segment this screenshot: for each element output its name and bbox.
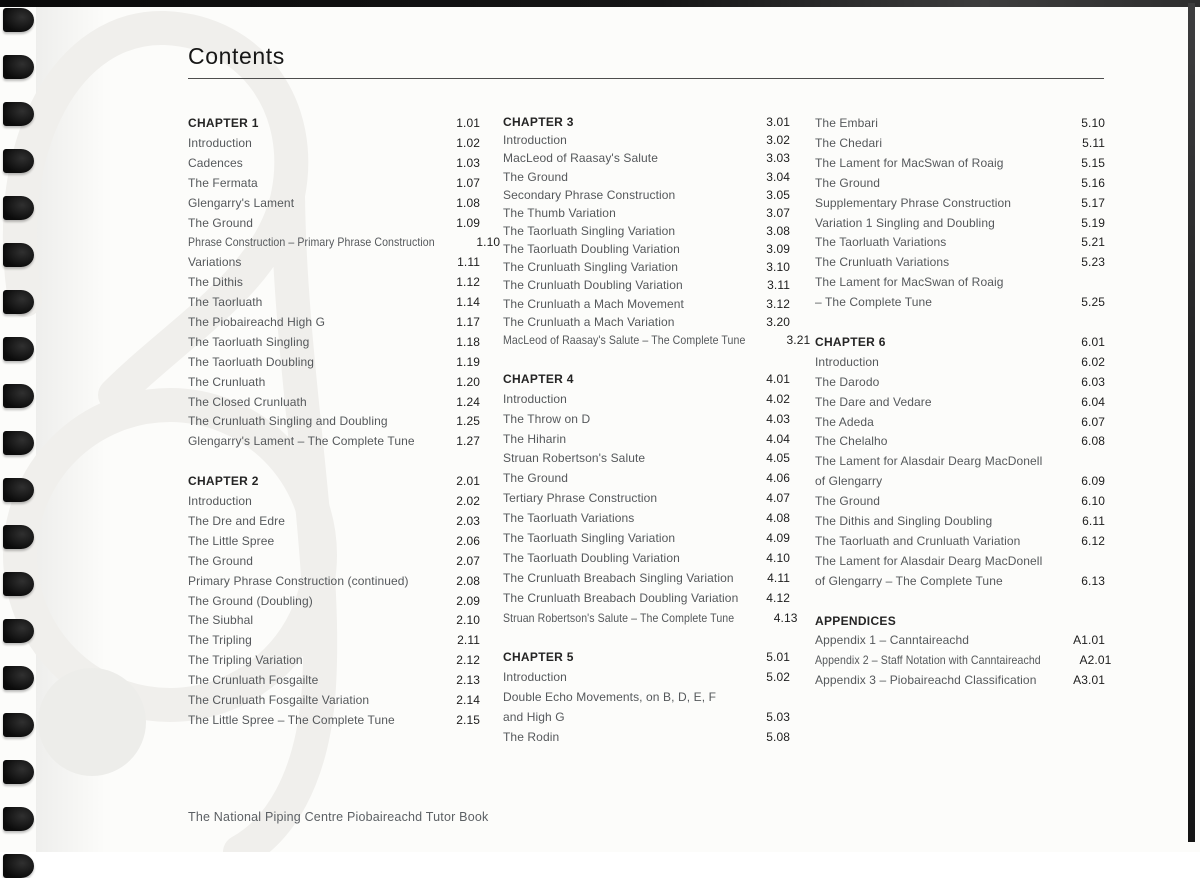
toc-entry-title: The Crunluath Breabach Singling Variation	[503, 570, 734, 585]
toc-entry-title: CHAPTER 3	[503, 115, 574, 130]
toc-entry-page-number: 5.19	[1081, 215, 1105, 230]
toc-entry	[815, 531, 1105, 551]
toc-entry-title: Variations	[188, 255, 242, 270]
toc-entry-title: The Little Spree	[188, 533, 275, 548]
toc-entry	[503, 276, 790, 294]
toc-entry	[815, 670, 1105, 690]
binding-coil-icon	[3, 572, 34, 596]
toc-section-heading	[815, 611, 1105, 631]
toc-entry-title: The Rodin	[503, 730, 560, 745]
toc-entry	[188, 332, 480, 352]
toc-entry-title: The Crunluath a Mach Movement	[503, 296, 684, 311]
toc-entry-page-number: 3.01	[766, 115, 790, 130]
toc-entry-title: The Dre and Edre	[188, 514, 285, 528]
toc-entry-page-number: 2.08	[456, 573, 480, 588]
toc-entry-title: The Taorluath Doubling Variation	[503, 242, 680, 257]
toc-entry	[188, 232, 501, 252]
toc-entry	[188, 133, 480, 153]
toc-entry-title: The Ground	[188, 553, 254, 568]
toc-entry	[815, 133, 1105, 153]
toc-entry-page-number: 4.10	[766, 550, 790, 565]
toc-entry-title: The Little Spree – The Complete Tune	[188, 712, 395, 727]
toc-entry-title: Introduction	[503, 670, 567, 685]
toc-entry-page-number: 2.10	[456, 613, 480, 628]
toc-entry-page-number: 4.13	[773, 610, 798, 625]
binding-coil-icon	[3, 431, 34, 455]
toc-entry	[503, 131, 790, 149]
toc-entry-page-number: 2.01	[456, 474, 480, 489]
toc-entry-page-number: 4.12	[766, 590, 790, 605]
toc-entry-title: The Dithis	[188, 275, 244, 290]
toc-entry-page-number: 6.03	[1081, 374, 1105, 389]
toc-section-heading	[503, 648, 790, 668]
toc-entry	[503, 149, 790, 167]
toc-entry-title: The Taorluath Singling Variation	[503, 531, 676, 546]
toc-entry-page-number: A2.01	[1079, 653, 1112, 668]
toc-entry	[188, 690, 480, 710]
binding-coil-icon	[3, 713, 34, 737]
toc-entry-page-number: 4.03	[766, 411, 790, 426]
toc-entry-page-number: 3.10	[766, 260, 790, 275]
toc-entry-title: APPENDICES	[815, 613, 897, 628]
toc-entry-title: The Crunluath	[188, 374, 266, 389]
toc-entry-title: Struan Robertson's Salute	[503, 451, 646, 466]
toc-entry-title: Introduction	[503, 133, 567, 148]
toc-entry	[188, 173, 480, 193]
toc-entry	[188, 272, 480, 292]
toc-entry-title: Appendix 2 – Staff Notation with Canntaireachd	[815, 653, 1041, 668]
toc-entry-title: The Hiharin	[503, 431, 567, 446]
toc-section-heading	[503, 369, 790, 389]
toc-entry-title: The Taorluath Singling Variation	[503, 224, 676, 239]
toc-entry-page-number: 4.02	[766, 391, 790, 406]
toc-entry-page-number: 5.16	[1081, 175, 1105, 190]
toc-entry	[503, 204, 790, 222]
toc-entry-page-number: 5.17	[1081, 195, 1105, 210]
binding-coil-icon	[3, 807, 34, 831]
toc-entry-page-number: 3.04	[766, 169, 790, 184]
binding-coil-icon	[3, 102, 34, 126]
page-footer: The National Piping Centre Piobaireachd Tutor Book	[188, 810, 489, 824]
toc-entry	[815, 571, 1105, 591]
toc-entry-title: The Dithis and Singling Doubling	[815, 514, 993, 528]
toc-entry-title: The Siubhal	[188, 613, 254, 628]
toc-entry-page-number: 4.05	[766, 451, 790, 466]
toc-entry	[503, 389, 790, 409]
toc-entry-page-number: 1.27	[456, 434, 480, 449]
toc-entry-title: Double Echo Movements, on B, D, E, F	[503, 690, 717, 705]
binding-coil-icon	[3, 149, 34, 173]
binding-coil-icon	[3, 478, 34, 502]
toc-entry	[815, 193, 1105, 213]
toc-entry-title: MacLeod of Raasay's Salute	[503, 151, 658, 166]
toc-entry-title: of Glengarry	[815, 474, 883, 489]
toc-entry	[188, 292, 480, 312]
toc-section	[815, 332, 1105, 591]
toc-entry-title: The Darodo	[815, 374, 880, 389]
toc-entry-title: The Taorluath Variations	[815, 235, 947, 250]
toc-entry	[815, 631, 1105, 651]
toc-entry	[188, 650, 480, 670]
toc-entry-title: Introduction	[188, 494, 252, 509]
toc-entry-title: of Glengarry – The Complete Tune	[815, 573, 1003, 588]
toc-entry-page-number: 6.08	[1081, 434, 1105, 449]
toc-entry-page-number: 1.11	[457, 255, 480, 270]
toc-columns	[188, 113, 1112, 747]
toc-section-heading	[503, 113, 790, 131]
toc-entry-page-number: 1.14	[456, 295, 480, 310]
toc-entry	[188, 710, 480, 730]
toc-entry-title: The Ground	[815, 494, 881, 509]
toc-entry-page-number: 3.21	[786, 332, 811, 347]
toc-entry-title: Secondary Phrase Construction	[503, 187, 676, 202]
toc-entry	[188, 153, 480, 173]
toc-entry	[815, 471, 1105, 491]
toc-entry	[503, 295, 790, 313]
toc-entry	[503, 608, 798, 628]
toc-entry-page-number: 2.11	[457, 633, 480, 648]
toc-entry	[815, 551, 1105, 571]
toc-entry-title: CHAPTER 2	[188, 474, 259, 489]
toc-entry-page-number: A1.01	[1073, 633, 1105, 648]
toc-entry	[188, 213, 480, 233]
toc-entry-page-number: 5.08	[766, 730, 790, 745]
toc-section-heading	[815, 332, 1105, 352]
binding-coil-icon	[3, 854, 34, 878]
toc-entry-title: The Crunluath a Mach Variation	[503, 314, 675, 329]
toc-entry	[503, 588, 790, 608]
toc-entry	[188, 431, 480, 451]
toc-entry-page-number: 5.25	[1081, 295, 1105, 310]
toc-entry-page-number: 2.03	[456, 514, 480, 528]
toc-entry-title: The Ground	[188, 215, 254, 230]
toc-entry-page-number: 4.01	[766, 371, 790, 386]
toc-entry-page-number: 3.08	[766, 224, 790, 239]
toc-entry	[815, 392, 1105, 412]
toc-entry	[815, 451, 1105, 471]
toc-entry-title: Introduction	[188, 135, 252, 150]
toc-entry	[815, 352, 1105, 372]
toc-entry-title: The Throw on D	[503, 411, 591, 426]
toc-entry-page-number: 5.01	[766, 650, 790, 665]
photo-top-edge	[0, 0, 1200, 7]
binding-coil-icon	[3, 55, 34, 79]
toc-entry-page-number: 1.24	[456, 394, 480, 409]
toc-entry-page-number: 4.09	[766, 531, 790, 546]
toc-entry-page-number: 6.02	[1081, 354, 1105, 369]
toc-entry-title: – The Complete Tune	[815, 295, 933, 310]
toc-entry-page-number: A3.01	[1073, 673, 1105, 688]
toc-entry-title: CHAPTER 4	[503, 371, 574, 386]
toc-entry	[503, 568, 790, 588]
toc-entry-page-number: 6.12	[1081, 533, 1105, 548]
binding-coil-icon	[3, 290, 34, 314]
toc-entry-title: The Crunluath Doubling Variation	[503, 278, 683, 293]
toc-entry	[188, 630, 480, 650]
toc-entry-page-number: 2.06	[456, 533, 480, 548]
toc-entry-title: The Taorluath	[188, 295, 263, 310]
spiral-binding	[0, 0, 44, 852]
toc-entry-page-number: 5.21	[1081, 235, 1105, 250]
toc-column	[188, 113, 501, 747]
toc-entry	[503, 687, 790, 707]
toc-entry	[188, 193, 480, 213]
toc-entry-page-number: 5.10	[1081, 116, 1105, 131]
toc-entry-page-number: 2.14	[456, 693, 480, 708]
toc-entry	[503, 528, 790, 548]
toc-entry-page-number: 1.17	[456, 314, 480, 329]
toc-entry-page-number: 6.01	[1081, 334, 1105, 349]
toc-entry	[503, 429, 790, 449]
toc-entry-title: The Tripling	[188, 633, 252, 648]
toc-entry-page-number: 6.07	[1081, 414, 1105, 429]
toc-entry	[503, 168, 790, 186]
toc-entry-page-number: 4.11	[767, 570, 790, 585]
toc-entry-title: The Lament for MacSwan of Roaig	[815, 155, 1004, 170]
toc-entry-page-number: 3.12	[766, 296, 790, 311]
toc-entry-title: The Taorluath Doubling Variation	[503, 550, 680, 565]
toc-entry-page-number: 3.05	[766, 187, 790, 202]
toc-entry-title: The Crunluath Breabach Doubling Variation	[503, 590, 739, 605]
toc-entry-title: The Crunluath Variations	[815, 255, 950, 270]
toc-entry-title: Tertiary Phrase Construction	[503, 491, 658, 506]
toc-entry-page-number: 3.20	[766, 314, 790, 329]
toc-entry	[815, 252, 1105, 272]
toc-entry-page-number: 1.19	[456, 354, 480, 369]
toc-entry-page-number: 3.03	[766, 151, 790, 166]
toc-entry-title: The Closed Crunluath	[188, 394, 307, 409]
toc-entry-page-number: 1.08	[456, 195, 480, 210]
binding-coil-icon	[3, 8, 34, 32]
toc-entry-title: The Ground	[503, 471, 569, 486]
binding-coil-icon	[3, 666, 34, 690]
toc-entry	[815, 491, 1105, 511]
toc-section	[188, 113, 501, 451]
toc-entry-title: The Tripling Variation	[188, 653, 303, 668]
toc-entry-page-number: 2.09	[456, 593, 480, 608]
toc-entry	[503, 468, 790, 488]
toc-entry-title: The Ground	[503, 169, 569, 184]
title-rule	[188, 78, 1104, 79]
toc-entry-page-number: 4.06	[766, 471, 790, 486]
toc-entry	[188, 611, 480, 631]
toc-entry	[188, 372, 480, 392]
toc-entry-page-number: 1.12	[456, 275, 480, 290]
toc-entry-title: The Ground	[815, 175, 881, 190]
toc-entry-page-number: 6.13	[1081, 573, 1105, 588]
toc-entry-page-number: 5.03	[766, 710, 790, 725]
toc-entry-title: The Lament for MacSwan of Roaig	[815, 275, 1004, 290]
toc-section	[815, 113, 1105, 312]
toc-entry-page-number: 1.03	[456, 155, 480, 170]
toc-entry	[815, 412, 1105, 432]
toc-entry	[188, 412, 480, 432]
toc-entry-page-number: 2.13	[456, 673, 480, 688]
binding-coil-icon	[3, 384, 34, 408]
toc-entry-page-number: 2.02	[456, 494, 480, 509]
toc-entry	[815, 650, 1112, 670]
toc-entry-page-number: 1.09	[456, 215, 480, 230]
binding-coil-icon	[3, 196, 34, 220]
toc-entry	[188, 392, 480, 412]
toc-entry-title: Appendix 3 – Piobaireachd Classification	[815, 673, 1037, 688]
binding-coil-icon	[3, 337, 34, 361]
binding-coil-icon	[3, 525, 34, 549]
toc-entry	[503, 449, 790, 469]
toc-entry-title: Supplementary Phrase Construction	[815, 195, 1012, 210]
toc-entry-page-number: 2.12	[456, 653, 480, 668]
toc-entry-page-number: 5.23	[1081, 255, 1105, 270]
toc-entry	[503, 548, 790, 568]
toc-section-heading	[188, 471, 480, 491]
toc-entry-title: The Lament for Alasdair Dearg MacDonell	[815, 454, 1043, 469]
toc-entry	[188, 252, 480, 272]
toc-entry-title: CHAPTER 6	[815, 334, 886, 349]
toc-entry-title: The Crunluath Singling and Doubling	[188, 414, 388, 429]
toc-entry	[188, 511, 480, 531]
toc-entry-title: Cadences	[188, 155, 243, 170]
toc-section	[503, 648, 790, 747]
toc-entry-title: The Chelalho	[815, 434, 888, 449]
toc-entry-page-number: 6.09	[1081, 474, 1105, 489]
toc-entry-page-number: 6.11	[1082, 514, 1105, 528]
contents-page	[188, 43, 1112, 747]
toc-entry	[503, 667, 790, 687]
toc-entry-title: The Lament for Alasdair Dearg MacDonell	[815, 553, 1043, 568]
toc-entry	[503, 240, 790, 258]
toc-entry-title: The Taorluath Doubling	[188, 354, 315, 369]
page-gutter-shadow	[36, 0, 106, 852]
photo-right-edge	[1188, 3, 1195, 842]
toc-entry-title: Struan Robertson's Salute – The Complete Tune	[503, 610, 735, 625]
toc-entry-page-number: 4.08	[766, 511, 790, 526]
toc-entry	[503, 409, 790, 429]
toc-entry-title: The Thumb Variation	[503, 205, 616, 220]
toc-section	[815, 611, 1112, 691]
toc-entry	[503, 727, 790, 747]
toc-entry-title: Appendix 1 – Canntaireachd	[815, 633, 970, 648]
toc-column	[503, 113, 811, 747]
toc-entry	[503, 186, 790, 204]
toc-entry	[188, 571, 480, 591]
toc-entry-page-number: 6.04	[1081, 394, 1105, 409]
toc-entry-title: Introduction	[503, 391, 567, 406]
toc-entry-title: The Adeda	[815, 414, 874, 429]
toc-entry-page-number: 1.25	[456, 414, 480, 429]
toc-entry-title: Variation 1 Singling and Doubling	[815, 215, 995, 230]
toc-entry-page-number: 5.15	[1081, 155, 1105, 170]
toc-entry-title: The Taorluath Singling	[188, 334, 310, 349]
toc-entry	[815, 113, 1105, 133]
toc-entry-page-number: 1.20	[456, 374, 480, 389]
toc-section	[503, 369, 798, 628]
toc-entry	[503, 258, 790, 276]
toc-entry	[815, 511, 1105, 531]
toc-entry-page-number: 1.18	[456, 334, 480, 349]
toc-section-heading	[188, 113, 480, 133]
toc-entry	[815, 372, 1105, 392]
toc-entry-title: Phrase Construction – Primary Phrase Construction	[188, 235, 435, 250]
toc-entry-title: Primary Phrase Construction (continued)	[188, 573, 409, 588]
toc-entry-page-number: 1.02	[456, 135, 480, 150]
toc-entry-page-number: 2.07	[456, 553, 480, 568]
toc-entry-title: The Fermata	[188, 175, 258, 190]
toc-entry-page-number: 5.02	[766, 670, 790, 685]
toc-entry-page-number: 5.11	[1082, 135, 1105, 150]
toc-entry-title: MacLeod of Raasay's Salute – The Complete Tune	[503, 332, 746, 347]
toc-entry-title: The Crunluath Fosgailte Variation	[188, 693, 370, 708]
toc-entry-title: The Chedari	[815, 135, 883, 150]
toc-entry	[188, 352, 480, 372]
toc-entry-title: The Piobaireachd High G	[188, 314, 326, 329]
toc-entry	[815, 173, 1105, 193]
toc-entry	[188, 591, 480, 611]
toc-entry-page-number: 1.10	[476, 235, 501, 250]
toc-entry-title: CHAPTER 1	[188, 116, 259, 131]
toc-entry	[188, 312, 480, 332]
toc-entry-title: The Dare and Vedare	[815, 394, 932, 409]
toc-section	[188, 471, 480, 730]
page-title: Contents	[188, 43, 285, 69]
toc-entry	[503, 331, 811, 349]
toc-entry-title: The Taorluath and Crunluath Variation	[815, 533, 1021, 548]
toc-entry-page-number: 3.02	[766, 133, 790, 148]
toc-entry-title: and High G	[503, 710, 565, 725]
toc-entry-title: Introduction	[815, 354, 879, 369]
toc-entry-page-number: 4.04	[766, 431, 790, 446]
toc-entry	[815, 232, 1105, 252]
toc-entry-page-number: 2.15	[456, 712, 480, 727]
binding-coil-icon	[3, 243, 34, 267]
toc-entry	[503, 508, 790, 528]
toc-entry-title: The Embari	[815, 116, 879, 131]
toc-entry	[815, 213, 1105, 233]
toc-entry-title: The Crunluath Singling Variation	[503, 260, 679, 275]
toc-entry	[815, 292, 1105, 312]
toc-entry	[188, 491, 480, 511]
toc-entry	[188, 551, 480, 571]
toc-section	[503, 113, 811, 349]
toc-entry-title: Glengarry's Lament – The Complete Tune	[188, 434, 415, 449]
toc-entry-page-number: 4.07	[766, 491, 790, 506]
toc-entry-page-number: 1.07	[456, 175, 480, 190]
toc-entry	[815, 153, 1105, 173]
binding-coil-icon	[3, 619, 34, 643]
toc-entry	[503, 707, 790, 727]
toc-entry	[503, 313, 790, 331]
toc-entry	[503, 488, 790, 508]
toc-column	[815, 113, 1112, 747]
toc-entry-page-number: 6.10	[1081, 494, 1105, 509]
toc-entry-page-number: 3.09	[766, 242, 790, 257]
toc-entry	[503, 222, 790, 240]
toc-entry-title: The Crunluath Fosgailte	[188, 673, 319, 688]
toc-entry-title: CHAPTER 5	[503, 650, 574, 665]
toc-entry	[188, 670, 480, 690]
toc-entry-page-number: 3.11	[767, 278, 790, 293]
toc-entry	[188, 531, 480, 551]
toc-entry-title: Glengarry's Lament	[188, 195, 295, 210]
toc-entry	[815, 272, 1105, 292]
toc-entry-title: The Taorluath Variations	[503, 511, 635, 526]
toc-entry	[815, 432, 1105, 452]
toc-entry-title: The Ground (Doubling)	[188, 593, 313, 608]
binding-coil-icon	[3, 760, 34, 784]
toc-entry-page-number: 1.01	[456, 116, 480, 131]
toc-entry-page-number: 3.07	[766, 205, 790, 220]
